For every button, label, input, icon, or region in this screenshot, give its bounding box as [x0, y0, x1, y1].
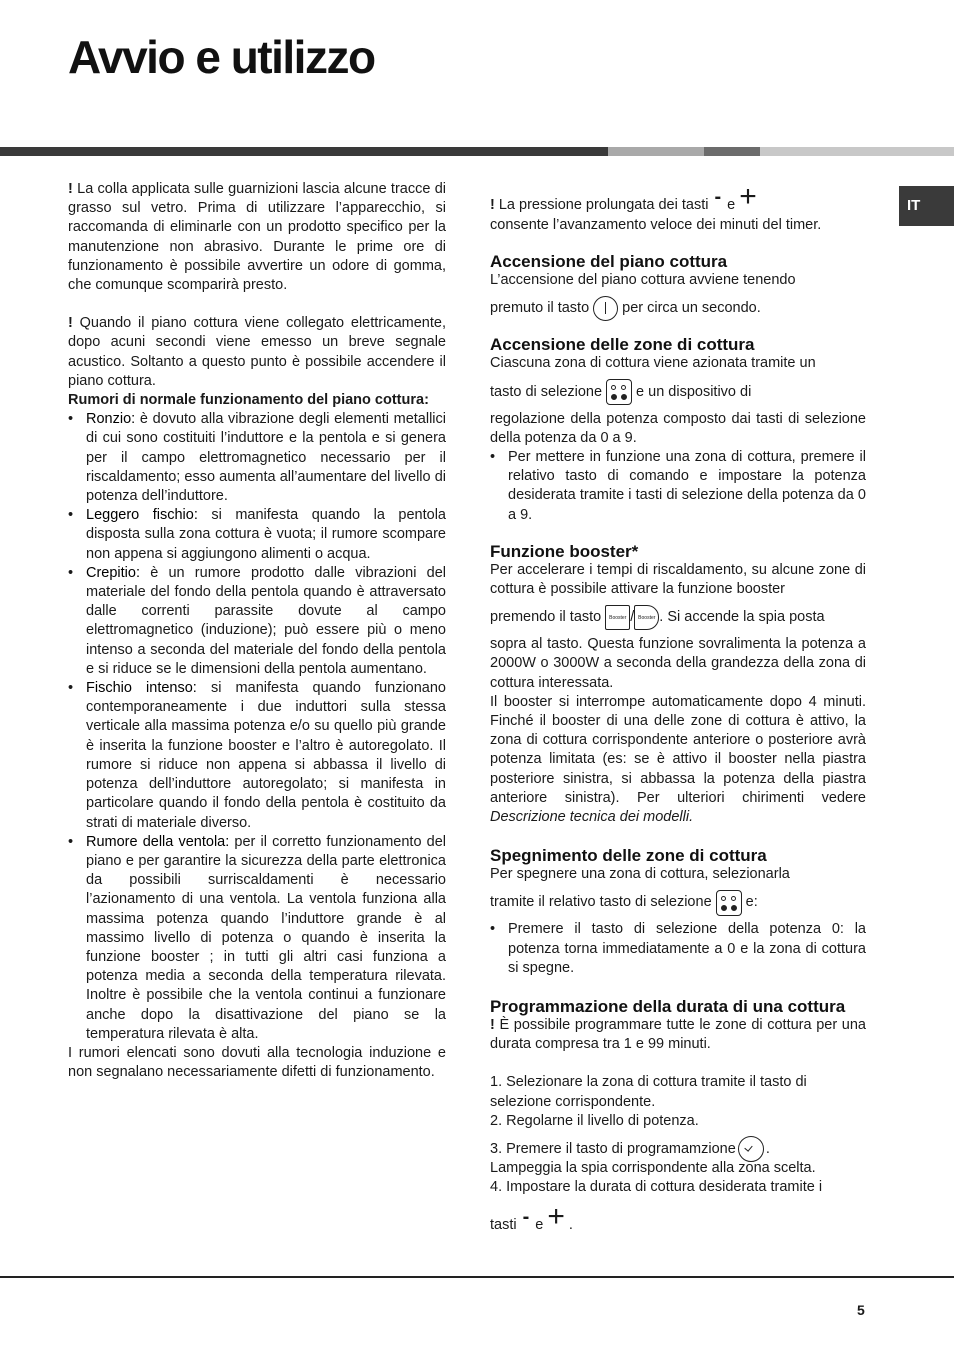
- list-item: • Ronzio: è dovuto alla vibrazione degli elementi metallici di cui sono costituiti l’induttore e la pentola e si genera per il campo elettromagnetico necessario per il riscaldamento; esso aumenta all’aumentare del livello di potenza dell’induttore.: [68, 410, 446, 506]
- zone-select-key-icon: [716, 890, 742, 916]
- list-item: • Premere il tasto di selezione della potenza 0: la potenza torna immediatamente a 0 e la zona di cottura si spegne.: [490, 920, 866, 978]
- booster-key-icon: Booster: [605, 605, 630, 630]
- glue-warning: ! La colla applicata sulle guarnizioni lascia alcune tracce di grasso sul vetro. Prima di utilizzare l’apparecchio, si raccomanda di eliminarle con un prodotto specifico per la manutenzione non abrasivo. Durante le prime ore di funzionamento è possibile avvertire un odore di gomma, che comunque scomparirà presto.: [68, 181, 446, 294]
- list-item: • Per mettere in funzione una zona di cottura, premere il relativo tasto di comando e impostare la potenza desiderata tramite i tasti di selezione della potenza da 0 a 9.: [490, 448, 866, 525]
- noise-list: [68, 410, 446, 1044]
- footer-rule: [0, 1276, 954, 1278]
- header-color-bar: [0, 147, 954, 156]
- noise-heading: Rumori di normale funzionamento del piano cottura:: [68, 392, 429, 409]
- plus-key-icon: +: [739, 180, 757, 213]
- right-column: ! La pressione prolungata dei tasti - e + consente l’avanzamento veloce dei minuti del timer. Accensione del piano cottura L’accensione del piano cottura avviene tenendo premuto il tasto per circa un secondo. Accensione delle zone di cottura Ciascuna zona di cottura viene azionata tramite un tasto di selezione e un dispositivo di regolazione della potenza composto dai tasti di selezione della potenza da 0 a 9. • Per mettere in funzione una zona di cottura, premere il relativo tasto di comando e impostare la potenza desiderata tramite i tasti di selezione della potenza da 0 a 9. Funzione booster* Per accelerare i tempi di riscaldamento, su alcune zone di cottura è possibile attivare la funzione booster premendo il tasto Booster / Booster . Si accende la spia posta sopra al tasto. Questa funzione sovralimenta la potenza a 2000W o 3000W a seconda della grandezza della zona di cottura interessata. Il booster si interrompe automaticamente dopo 4 minuti. Finché il booster di una delle zone di cottura è attivo, la zona di cottura corrispondente anteriore o posteriore avrà potenza limitata (es: se è attivo il booster nella piastra posteriore sinistra, si abbassa la potenza della piastra anteriore sinistra). Per ulteriori chirimenti vedere Descrizione tecnica dei modelli. Spegnimento delle zone di cottura Per spegnere una zona di cottura, selezionarla tramite il relativo tasto di selezione e: • Premere il tasto di selezione della potenza 0: la potenza torna immediatamente a 0 e la zona di cottura si spegne. Programmazione della durata di una cottura ! È possibile programmare tutte le zone di cottura per una durata compresa tra 1 e 99 minuti. 1. Selezionare la zona di cottura tramite il tasto di selezione corrispondente. 2. Regolarne il livello di potenza. 3. Premere il tasto di programamzione . Lampeggia la spia corrispondente alla zona scelta. 4. Impostare la durata di cottura desiderata tramite i tasti - e + .: [490, 184, 866, 1244]
- left-column: [68, 180, 446, 1082]
- booster-key-alt-icon: Booster: [634, 605, 659, 630]
- timer-key-icon: [738, 1136, 764, 1162]
- list-item: • Crepitio: è un rumore prodotto dalle vibrazioni del materiale del fondo della pentola quando è attraversato dalle correnti parassite dovute al campo elettromagnetico (induzione); può essere più o meno intenso a seconda del materiale del fondo della pentola e si riduce se le dimensioni della pentola aumentano.: [68, 564, 446, 679]
- zone-select-key-icon: [606, 379, 632, 405]
- noise-closing: I rumori elencati sono dovuti alla tecnologia induzione e non segnalano necessariamente difetti di funzionamento.: [68, 1044, 446, 1081]
- page-number: 5: [857, 1302, 865, 1318]
- section-title-zones-off: Spegnimento delle zone di cottura: [490, 846, 767, 866]
- zones-on-list: [490, 448, 866, 525]
- power-key-icon: [593, 296, 618, 321]
- section-title-power-on: Accensione del piano cottura: [490, 252, 728, 272]
- zones-off-list: [490, 920, 866, 978]
- timer-note: ! La pressione prolungata dei tasti - e +: [490, 180, 757, 213]
- list-item: • Fischio intenso: si manifesta quando funzionano contemporaneamente i due induttori sulla stessa verticale alla massima potenza e/o su quello più grande è inserita la funzione booster e l’altro è autoregolato. Il rumore si riduce non appena si abbassa il livello di potenza dell’induttore autoregolato; si manifesta in particolare quando il fondo della pentola è costituito da strati di materiale diverso.: [68, 679, 446, 833]
- section-title-booster: Funzione booster*: [490, 541, 639, 561]
- language-tab: IT: [899, 186, 954, 226]
- list-item: • Leggero fischio: si manifesta quando la pentola disposta sulla zona cottura è vuota; il rumore scompare non appena si aggiungono alimenti o acqua.: [68, 506, 446, 564]
- section-title-zones-on: Accensione delle zone di cottura: [490, 335, 755, 355]
- section-title-programming: Programmazione della durata di una cottura: [490, 997, 846, 1017]
- list-item: • Rumore della ventola: per il corretto funzionamento del piano e per garantire la sicurezza della parte elettronica da possibili surriscaldamenti è necessario l’azionamento di una ventola. La ventola funziona alla massima potenza quando l’induttore grande è al massimo livello di potenza o quando è inserita la funzione booster ; in tutti gli altri casi funziona a potenza media a seconda della temperatura rilevata. Inoltre è possibile che la ventola continui a funzionare anche dopo la disattivazione del piano se la temperatura rilevata è alta.: [68, 833, 446, 1044]
- plus-key-icon: +: [547, 1199, 565, 1233]
- minus-key-icon: -: [714, 186, 722, 208]
- minus-key-icon: -: [522, 1205, 530, 1228]
- beep-note: ! Quando il piano cottura viene collegato elettricamente, dopo acuni secondi viene emesso un breve segnale acustico. Soltanto a questo punto è possibile accendere il piano cottura.: [68, 315, 446, 389]
- page-title: Avvio e utilizzo: [68, 31, 375, 83]
